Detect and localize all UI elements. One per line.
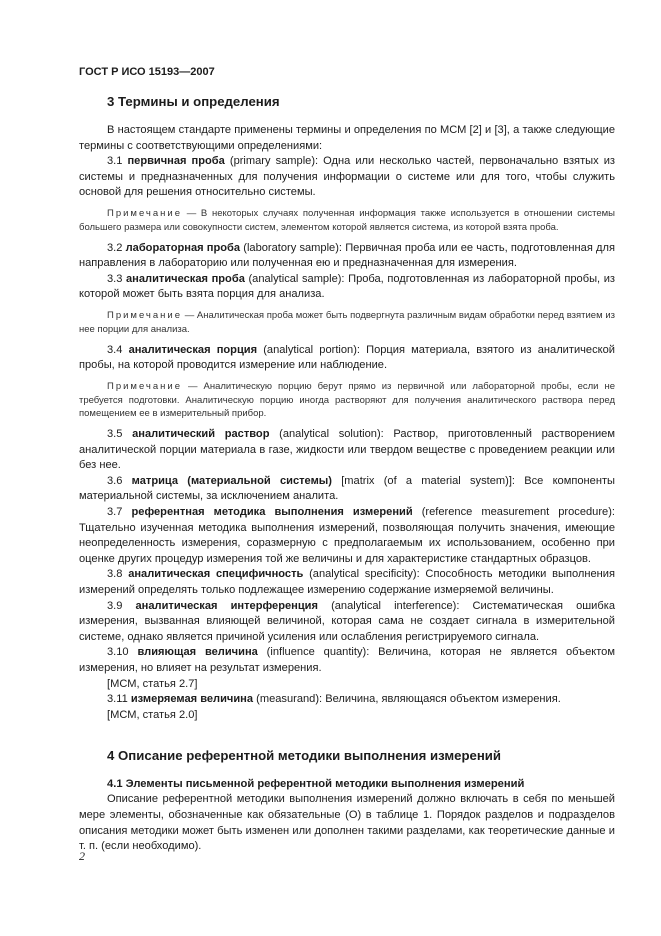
term-definition: (analytical portion): Порция материала, взятого из аналитической пробы, на которой проводится измерение или наблюдение. <box>79 343 615 372</box>
term-definition: (reference measurement procedure): Тщательно изученная методика выполнения измерений, позволяющая получить значения, имеющие неопределенность измерения, соразмерную с предполагаемым их использованием, особенно при оценке других процедур измерения той же величины и для характеристике стандартных образцов. <box>79 506 615 565</box>
note-text: — В некоторых случаях полученная информация также используется в отношении системы большего размера или совокупности систем, элементом которой является система, из которой взята проба. <box>79 207 615 233</box>
term-name: референтная методика выполнения измерений <box>131 506 413 519</box>
subsection-4-1-title: 4.1 Элементы письменной референтной методики выполнения измерений <box>107 778 525 791</box>
term-definition: (analytical interference): Систематическая ошибка измерения, вызванная влияющей величиной, которая сама не создает сигнала в измерительной системе, однако является причиной усиления или ослабления регистрируемого сигнала. <box>79 599 615 643</box>
term-name: лабораторная проба <box>125 241 241 254</box>
term-3-6 <box>79 474 615 505</box>
document-header: ГОСТ Р ИСО 15193—2007 <box>79 66 215 78</box>
term-3-4 <box>79 343 615 374</box>
note-lead: Примечание <box>107 207 182 219</box>
document-body <box>79 93 615 855</box>
page-number: 2 <box>79 849 85 863</box>
term-definition: (primary sample): Одна или несколько частей, первоначально взятых из системы и предназначенных для получения информации о системе или для того, чтобы служить основой для решения относительно системы. <box>79 155 615 199</box>
term-number: 3.1 <box>107 155 128 168</box>
note-lead: Примечание <box>107 309 182 321</box>
note-lead: Примечание <box>107 380 182 392</box>
term-3-3 <box>79 272 615 303</box>
term-name: аналитическая интерференция <box>135 599 318 612</box>
term-definition: [matrix (of a material system)]: Все компоненты материальной системы, за исключением аналита. <box>79 474 615 503</box>
section-4-1-paragraph: Описание референтной методики выполнения измерений должно включать в себя по меньшей мере элементы, обозначенные как обязательные (О) в таблице 1. Порядок разделов и подразделов описания методики может быть изменен или дополнен такими разделами, как теоретические данные и т. п. (если необходимо). <box>79 793 615 853</box>
section-3-intro: В настоящем стандарте применены термины и определения по МСМ [2] и [3], а также следующие термины с соответствующими определениями: <box>79 124 615 152</box>
term-number: 3.8 <box>107 568 129 581</box>
term-3-2 <box>79 241 615 272</box>
term-3-1 <box>79 154 615 201</box>
term-3-7 <box>79 505 615 567</box>
term-definition: (influence quantity): Величина, которая не является объектом измерения, но влияет на результат измерения. <box>79 646 615 675</box>
term-name: аналитическая порция <box>128 343 258 356</box>
note-text: — Аналитическая проба может быть подвергнута различным видам обработки перед взятием из нее порции для анализа. <box>79 309 615 335</box>
term-definition: (laboratory sample): Первичная проба или ее часть, подготовленная для направления в лабораторию или полученная ею и предназначенная для измерения. <box>79 241 615 270</box>
term-name: влияющая величина <box>137 646 258 659</box>
reference-3-11: [МСМ, статья 2.0] <box>107 708 198 721</box>
term-name: аналитическая специфичность <box>128 568 304 581</box>
term-number: 3.3 <box>107 272 127 285</box>
term-number: 3.6 <box>107 474 132 487</box>
term-name: аналитический раствор <box>132 428 270 441</box>
term-name: аналитическая проба <box>126 272 245 285</box>
term-3-8 <box>79 567 615 598</box>
term-definition: (analytical solution): Раствор, приготовленный растворением аналитической порции материала в газе, жидкости или твердом веществе с проведением реакции или без нее. <box>79 428 615 472</box>
term-number: 3.11 <box>107 693 131 706</box>
term-definition: (analytical sample): Проба, подготовленная из лабораторной пробы, из которой может быть взята порция для анализа. <box>79 272 616 301</box>
term-3-10 <box>79 645 615 676</box>
term-3-11 <box>79 692 615 708</box>
note-3-4 <box>79 380 615 421</box>
term-number: 3.7 <box>107 506 132 519</box>
term-number: 3.4 <box>107 343 129 356</box>
term-3-5 <box>79 427 615 474</box>
term-definition: (analytical specificity): Способность методики выполнения измерений определять только подлежащее измерению содержание измеряемой величины. <box>79 568 615 597</box>
term-definition: (measurand): Величина, являющаяся объектом измерения. <box>253 693 561 706</box>
section-4-title: 4 Описание референтной методики выполнения измерений <box>107 748 502 764</box>
term-name: измеряемая величина <box>130 693 254 706</box>
term-number: 3.9 <box>107 599 136 612</box>
reference-3-10: [МСМ, статья 2.7] <box>107 677 198 690</box>
term-number: 3.5 <box>107 428 133 441</box>
term-number: 3.10 <box>107 646 138 659</box>
note-text: — Аналитическую порцию берут прямо из первичной или лабораторной пробы, если не требуется подготовки. Аналитическую порцию иногда растворяют для получения аналитического раствора перед помещением ее в измерительный прибор. <box>79 380 615 420</box>
term-3-9 <box>79 599 615 646</box>
note-3-3 <box>79 309 615 337</box>
term-number: 3.2 <box>107 241 126 254</box>
note-3-1 <box>79 207 615 235</box>
term-name: матрица (материальной системы) <box>131 474 332 487</box>
section-3-title: 3 Термины и определения <box>107 94 280 109</box>
term-name: первичная проба <box>127 155 225 168</box>
